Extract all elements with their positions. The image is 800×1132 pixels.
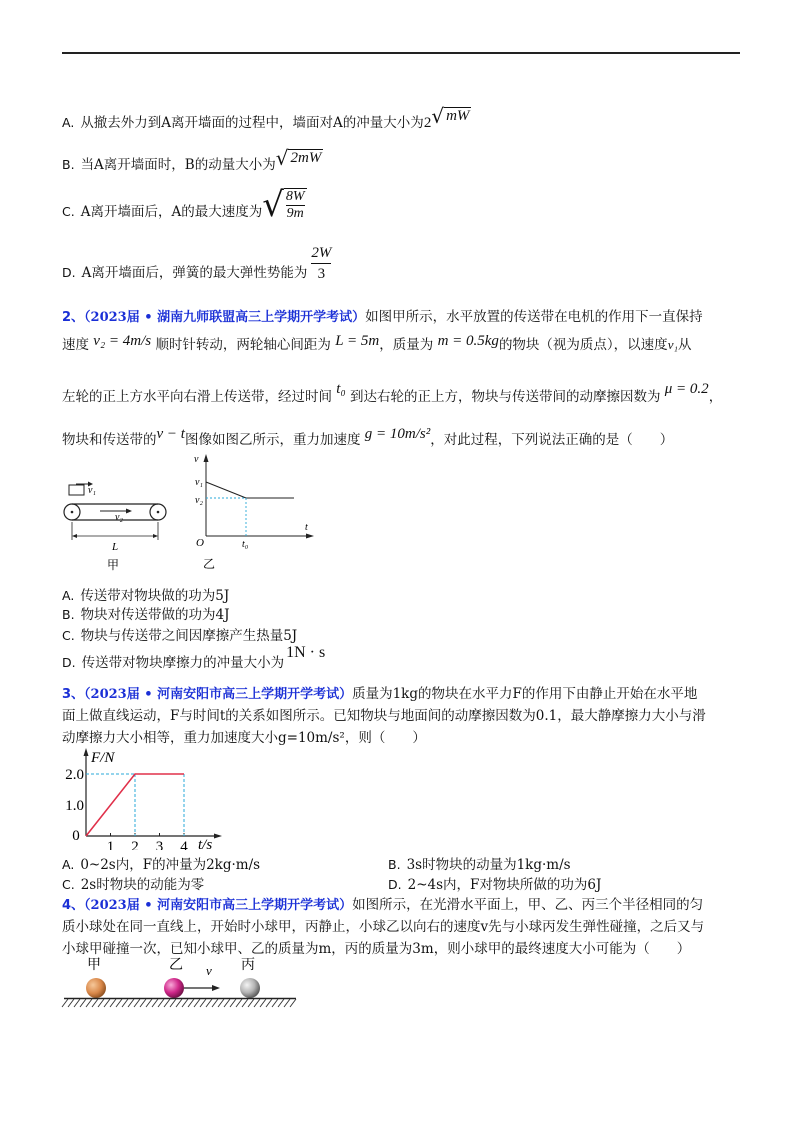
ground-hatch [62, 999, 296, 1007]
q2-figure-jia [60, 480, 180, 572]
chart-x-tick-3: 3 [155, 839, 164, 850]
q4-line-1: 4、（2023届 • 河南安阳市高三上学期开学考试）如图所示，在光滑水平面上，甲、乙、丙三个半径相同的匀 [62, 897, 704, 913]
q3-chart [58, 742, 228, 850]
q2-line-4: 物块和传送带的v − t图像如图乙所示，重力加速度 g = 10m/s²，对此过程，下列说法正确的是（ ） [62, 426, 674, 448]
q3-line-3: 动摩擦力大小相等，重力加速度大小g=10m/s²，则（ ） [62, 730, 426, 746]
fig-yi-caption: 乙 [203, 557, 216, 571]
q3-source: （2023届 • 河南安阳市高三上学期开学考试） [84, 687, 353, 702]
q2-option-d[interactable]: D. 传送带对物块摩擦力的冲量大小为1N · s [62, 644, 326, 671]
q4-figure [60, 955, 300, 1013]
q2-figure-yi [190, 450, 320, 574]
chart-x-tick-4: 4 [180, 839, 188, 850]
chart-y-tick-2.0: 2.0 [65, 767, 84, 783]
q2-source: （2023届 • 湖南九师联盟高三上学期开学考试） [84, 310, 366, 325]
q3-option-a[interactable]: A. 0~2s内，F的冲量为2kg·m/s [62, 857, 261, 873]
fig-yi-v1: v₁ [195, 477, 203, 488]
ball-bing [240, 978, 260, 998]
ball-label-yi: 乙 [169, 958, 183, 973]
block [69, 485, 84, 495]
q4-source: （2023届 • 河南安阳市高三上学期开学考试） [84, 898, 353, 913]
q2-line-3: 左轮的正上方水平向右滑上传送带，经过时间 t₀ 到达右轮的正上方，物块与传送带间的动摩擦因数为 μ = 0.2， [62, 381, 723, 405]
fig-jia-L: L [112, 541, 119, 553]
q3-option-b[interactable]: B. 3s时物块的动量为1kg·m/s [388, 857, 571, 873]
fig-yi-decel-line [206, 482, 246, 498]
q1-option-a[interactable]: A. 从撤去外力到A离开墙面的过程中，墙面对A的冲量大小为2 √ mW [62, 104, 470, 131]
fig-yi-v-axis: v [194, 454, 199, 465]
q2-line-1: 2、（2023届 • 湖南九师联盟高三上学期开学考试）如图甲所示，水平放置的传送带在电机的作用下一直保持 [62, 309, 703, 325]
fig-jia-caption: 甲 [107, 558, 120, 572]
ball-velocity-label: v [206, 963, 212, 978]
chart-y-label: F/N [91, 750, 115, 766]
ball-label-jia: 甲 [87, 958, 101, 973]
q3-option-d[interactable]: D. 2~4s内，F对物块所做的功为6J [388, 877, 602, 893]
q1-option-d[interactable]: D. A离开墙面后，弹簧的最大弹性势能为 $\frac{2W}{3}$ [62, 245, 332, 282]
q2-option-b[interactable]: B. 物块对传送带做的功为4J [62, 607, 230, 623]
fig-jia-v1: v₁ [88, 485, 96, 496]
q2-line-2: 速度 v₂ = 4m/s 顺时针转动，两轮轴心间距为 L = 5m，质量为 m = 0.5kg的物块（视为质点），以速度v₁从 [62, 333, 692, 353]
q3-option-c[interactable]: C. 2s时物块的动能为零 [62, 877, 205, 893]
fig-jia-v2: v₂ [115, 512, 123, 523]
q2-option-c[interactable]: C. 物块与传送带之间因摩擦产生热量5J [62, 628, 298, 644]
q4-line-2: 质小球处在同一直线上，开始时小球甲，丙静止，小球乙以向右的速度v先与小球丙发生弹性碰撞，之后又与 [62, 919, 705, 935]
fig-yi-t0: t₀ [242, 539, 249, 550]
q3-line-1: 3、（2023届 • 河南安阳市高三上学期开学考试）质量为1kg的物块在水平力F的作用下由静止开始在水平地 [62, 686, 698, 702]
chart-x-label: t/s [198, 837, 213, 850]
fig-yi-v2: v₂ [195, 495, 203, 506]
chart-x-tick-0: 0 [72, 828, 80, 844]
ball-yi [164, 978, 184, 998]
fig-yi-t-axis: t [305, 522, 308, 533]
q4-line-3: 小球甲碰撞一次，已知小球甲、乙的质量为m，丙的质量为3m，则小球甲的最终速度大小可能为（ ） [62, 941, 691, 957]
chart-x-tick-2: 2 [131, 839, 139, 850]
header-rule [62, 52, 740, 54]
q3-line-2: 面上做直线运动，F与时间t的关系如图所示。已知物块与地面间的动摩擦因数为0.1，最大静摩擦力大小与滑 [62, 708, 706, 724]
q1-option-b[interactable]: B. 当A离开墙面时，B的动量大小为 √ 2mW [62, 146, 322, 173]
q1-option-c[interactable]: C. A离开墙面后，A的最大速度为 √ $\frac{8W}{9m}$ [62, 185, 305, 225]
chart-x-tick-1: 1 [106, 839, 115, 850]
fig-yi-origin: O [196, 537, 204, 549]
ball-label-bing: 丙 [241, 958, 255, 973]
chart-y-tick-1.0: 1.0 [65, 798, 84, 814]
q2-option-a[interactable]: A. 传送带对物块做的功为5J [62, 588, 230, 604]
ball-jia [86, 978, 106, 998]
